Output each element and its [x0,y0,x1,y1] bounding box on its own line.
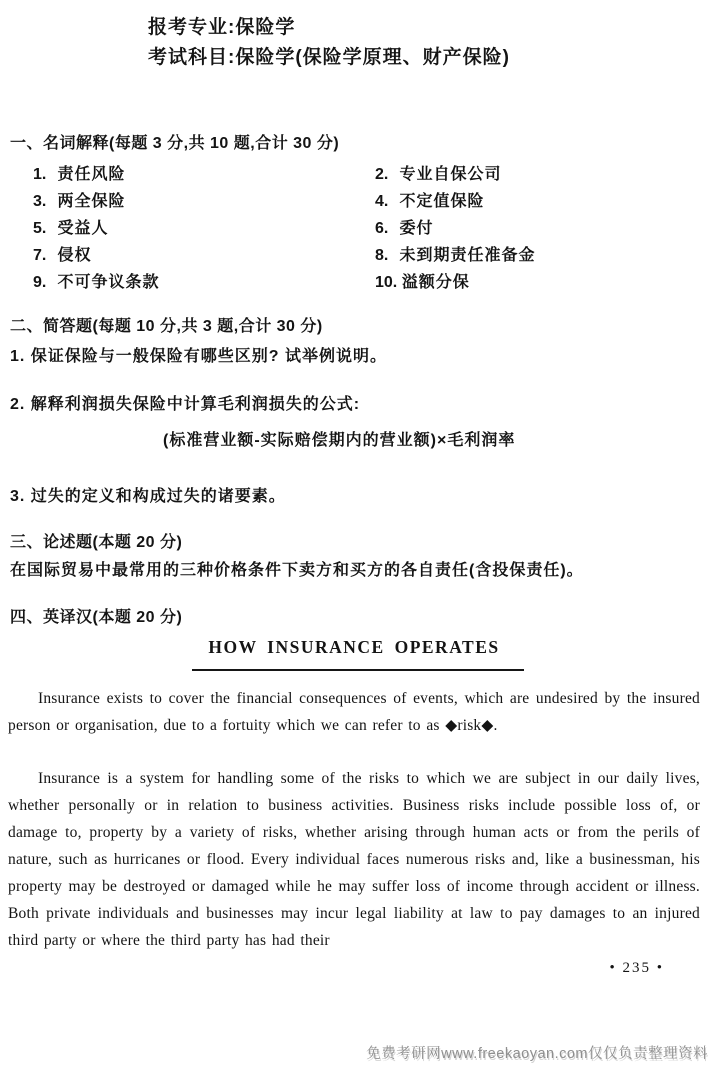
english-paragraph-2: Insurance is a system for handling some of the risks to which we are subject in our daily lives, whether personally or in relation to business activities. Business risks include possible loss of, or damage to, property by a variety of risks, whether arising through human acts or from the perils of nature, such as hurricanes or flood. Every individual faces numerous risks and, like a businessman, his property may be destroyed or damaged while he may suffer loss of income through accident or illness. Both private individuals and businesses may incur legal liability at law to pay damages to an injured third party or where the third party has had their [8,770,700,949]
term-text: 侵权 [57,247,92,264]
section2-heading: 二、简答题(每题 10 分,共 3 题,合计 30 分) [10,318,323,335]
exam-major-line: 报考专业:保险学 [148,17,296,38]
term-item-1 [33,165,375,184]
term-number: 2. [375,166,389,183]
english-passage-title: HOW INSURANCE OPERATES [208,637,500,657]
term-item-4 [375,192,700,211]
english-paragraph-1: Insurance exists to cover the financial consequences of events, which are undesired by the insured person or organisation, due to a fortuity which we can refer to as ◆risk◆. [8,690,700,734]
term-text: 专业自保公司 [399,166,502,183]
term-item-5 [33,219,375,238]
term-item-6 [375,219,700,238]
term-number: 7. [33,247,47,264]
term-text: 责任风险 [57,166,126,183]
term-item-10 [375,273,700,292]
term-number: 1. [33,166,47,183]
term-number: 5. [33,220,47,237]
term-text: 未到期责任准备金 [399,247,536,264]
section4-heading: 四、英译汉(本题 20 分) [10,609,183,626]
term-number: 6. [375,220,389,237]
section3-heading: 三、论述题(本题 20 分) [10,534,183,551]
exam-subject-line: 考试科目:保险学(保险学原理、财产保险) [148,47,510,68]
term-item-8 [375,246,700,265]
term-number: 8. [375,247,389,264]
section2-question-2: 2. 解释利润损失保险中计算毛利润损失的公式: [10,396,361,413]
gross-profit-loss-formula: (标准营业额-实际赔偿期内的营业额)×毛利润率 [163,432,516,449]
term-item-2 [375,165,700,184]
term-text: 委付 [399,220,434,237]
title-underline-rule [192,669,524,671]
term-text: 溢额分保 [401,274,470,291]
term-text: 不可争议条款 [57,274,160,291]
term-number: 4. [375,193,389,210]
term-text: 两全保险 [57,193,126,210]
page-number: • 235 • [609,960,664,976]
watermark-text: 免费考研网www.freekaoyan.com仅仅负责整理资料 [366,1046,708,1062]
section1-heading: 一、名词解释(每题 3 分,共 10 题,合计 30 分) [10,135,340,152]
term-item-7 [33,246,375,265]
term-text: 受益人 [57,220,109,237]
term-number: 3. [33,193,47,210]
section2-question-3: 3. 过失的定义和构成过失的诸要素。 [10,488,286,505]
term-number: 10. [375,274,398,291]
term-item-9 [33,273,375,292]
term-item-3 [33,192,375,211]
exam-header [148,13,700,73]
term-text: 不定值保险 [399,193,485,210]
section1-term-list [33,165,700,292]
section3-question: 在国际贸易中最常用的三种价格条件下卖方和买方的各自责任(含投保责任)。 [10,562,584,579]
term-number: 9. [33,274,47,291]
section2-question-1: 1. 保证保险与一般保险有哪些区别? 试举例说明。 [10,348,388,365]
